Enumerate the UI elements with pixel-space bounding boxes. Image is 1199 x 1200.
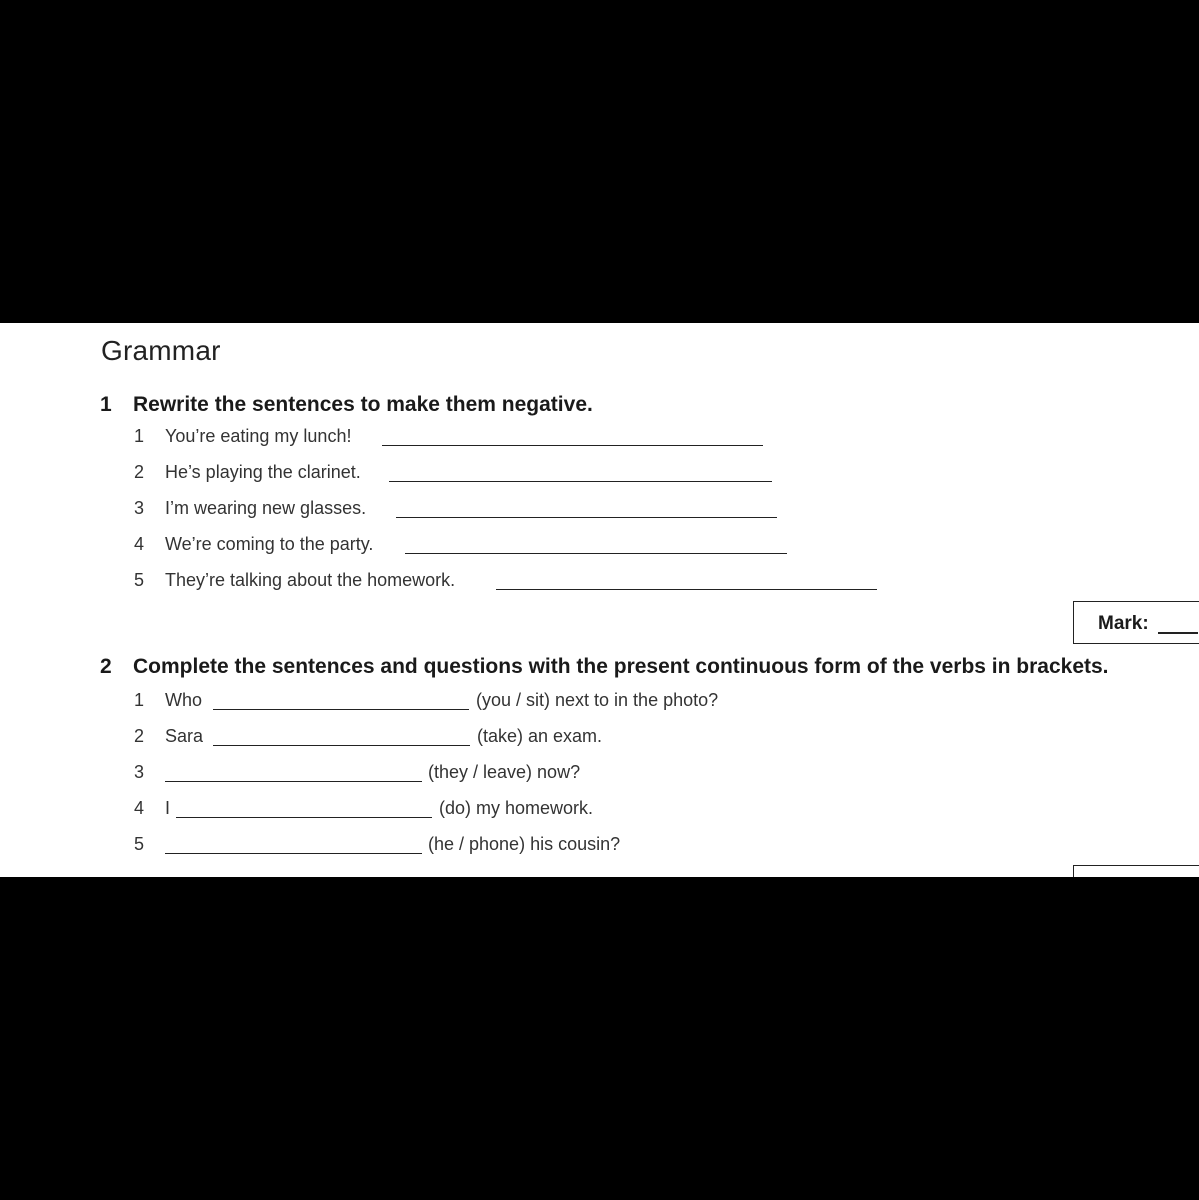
answer-line[interactable] <box>213 745 470 746</box>
item-number: 2 <box>134 726 145 746</box>
mark-box <box>1073 601 1199 644</box>
item-prefix: Sara <box>165 726 204 746</box>
item-sentence: He’s playing the clarinet. <box>165 462 361 482</box>
item-number: 5 <box>134 834 145 854</box>
answer-line[interactable] <box>389 481 772 482</box>
answer-line[interactable] <box>405 553 787 554</box>
exercise-1-instruction: Rewrite the sentences to make them negative. <box>133 393 593 416</box>
answer-line[interactable] <box>396 517 777 518</box>
answer-line[interactable] <box>165 853 422 854</box>
exercise-1-number: 1 <box>100 393 112 416</box>
item-suffix: (he / phone) his cousin? <box>428 834 621 854</box>
mark-box-2 <box>1073 865 1199 877</box>
item-number: 3 <box>134 762 145 782</box>
item-prefix: I <box>165 798 171 818</box>
answer-line[interactable] <box>382 445 763 446</box>
exercise-2-instruction: Complete the sentences and questions with the present continuous form of the verbs in brackets. <box>133 655 1109 678</box>
item-number: 4 <box>134 534 145 554</box>
item-number: 3 <box>134 498 145 518</box>
worksheet-page <box>0 323 1199 877</box>
item-prefix: Who <box>165 690 203 710</box>
item-number: 1 <box>134 426 145 446</box>
answer-line[interactable] <box>165 781 422 782</box>
mark-line[interactable] <box>1158 632 1198 634</box>
answer-line[interactable] <box>176 817 432 818</box>
item-sentence: I’m wearing new glasses. <box>165 498 367 518</box>
answer-line[interactable] <box>213 709 469 710</box>
item-number: 4 <box>134 798 145 818</box>
item-sentence: They’re talking about the homework. <box>165 570 456 590</box>
item-sentence: You’re eating my lunch! <box>165 426 352 446</box>
item-sentence: We’re coming to the party. <box>165 534 374 554</box>
page-title: Grammar <box>101 335 221 366</box>
answer-line[interactable] <box>496 589 877 590</box>
item-suffix: (they / leave) now? <box>428 762 581 782</box>
item-suffix: (take) an exam. <box>477 726 603 746</box>
item-suffix: (do) my homework. <box>439 798 594 818</box>
item-suffix: (you / sit) next to in the photo? <box>476 690 719 710</box>
item-number: 2 <box>134 462 145 482</box>
item-number: 1 <box>134 690 145 710</box>
item-number: 5 <box>134 570 145 590</box>
mark-label: Mark: <box>1098 613 1149 634</box>
exercise-2-number: 2 <box>100 655 112 678</box>
